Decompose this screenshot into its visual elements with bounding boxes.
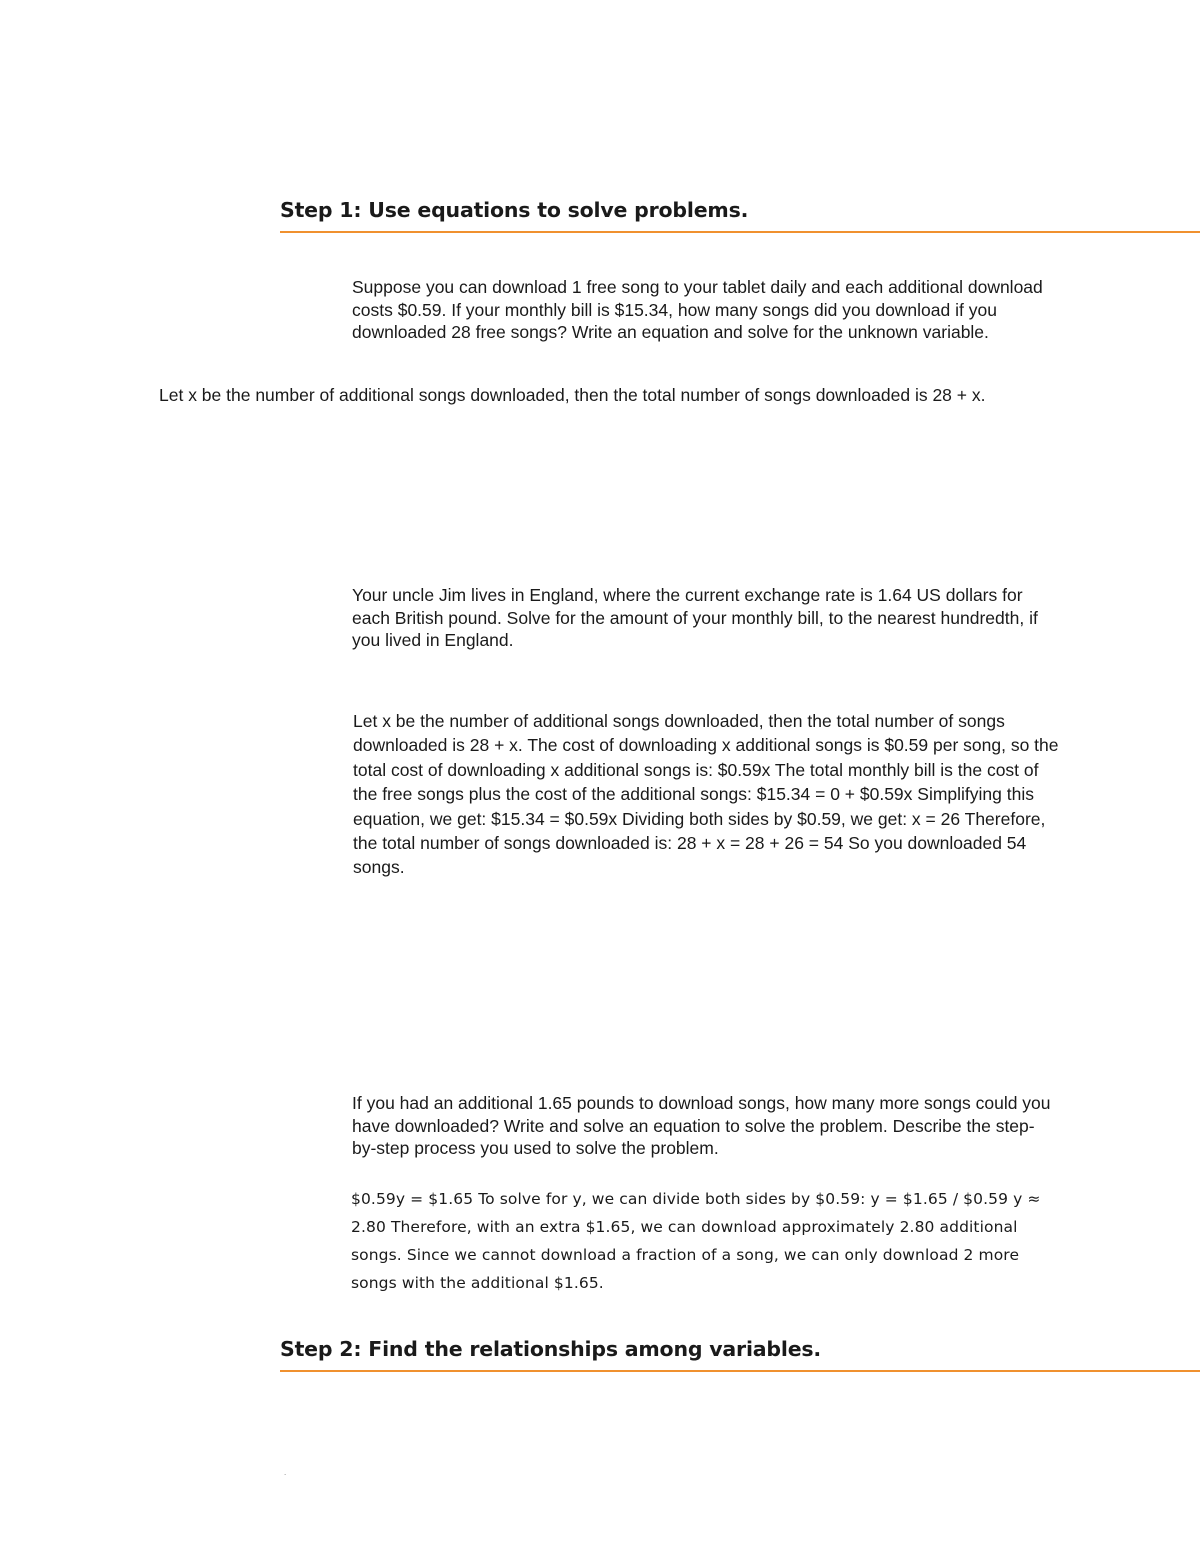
step2-heading: Step 2: Find the relationships among variables. — [280, 1337, 1200, 1372]
answer-1-text: Let x be the number of additional songs downloaded, then the total number of songs downloaded is 28 + x. — [159, 385, 986, 405]
question-2-text: Your uncle Jim lives in England, where the current exchange rate is 1.64 US dollars for each British pound. Solve for the amount of your monthly bill, to the nearest hundredth, if you lived in England. — [352, 585, 1038, 650]
question-3-text: If you had an additional 1.65 pounds to download songs, how many more songs could you have downloaded? Write and solve an equation to solve the problem. Describe the step-by-step process you used to solve the problem. — [352, 1093, 1051, 1158]
answer-3-text: $0.59y = $1.65 To solve for y, we can divide both sides by $0.59: y = $1.65 / $0.59 y ≈ 2.80 Therefore, with an extra $1.65, we can download approximately 2.80 additional songs. Since we cannot download a fraction of a song, we can only download 2 more songs with the additional $1.65. — [351, 1190, 1041, 1292]
footer-mark: . — [284, 1468, 287, 1477]
answer-2-text: Let x be the number of additional songs downloaded, then the total number of songs downloaded is 28 + x. The cost of downloading x additional songs is $0.59 per song, so the total cost of downloading x additional songs is: $0.59x The total monthly bill is the cost of the free songs plus the cost of the additional songs: $15.34 = 0 + $0.59x Simplifying this equation, we get: $15.34 = $0.59x Dividing both sides by $0.59, we get: x = 26 Therefore, the total number of songs downloaded is: 28 + x = 28 + 26 = 54 So you downloaded 54 songs. — [353, 711, 1059, 878]
question-1-text: Suppose you can download 1 free song to your tablet daily and each additional download costs $0.59. If your monthly bill is $15.34, how many songs did you download if you downloaded 28 free songs? Write an equation and solve for the unknown variable. — [352, 277, 1043, 342]
step1-heading: Step 1: Use equations to solve problems. — [280, 198, 1200, 233]
